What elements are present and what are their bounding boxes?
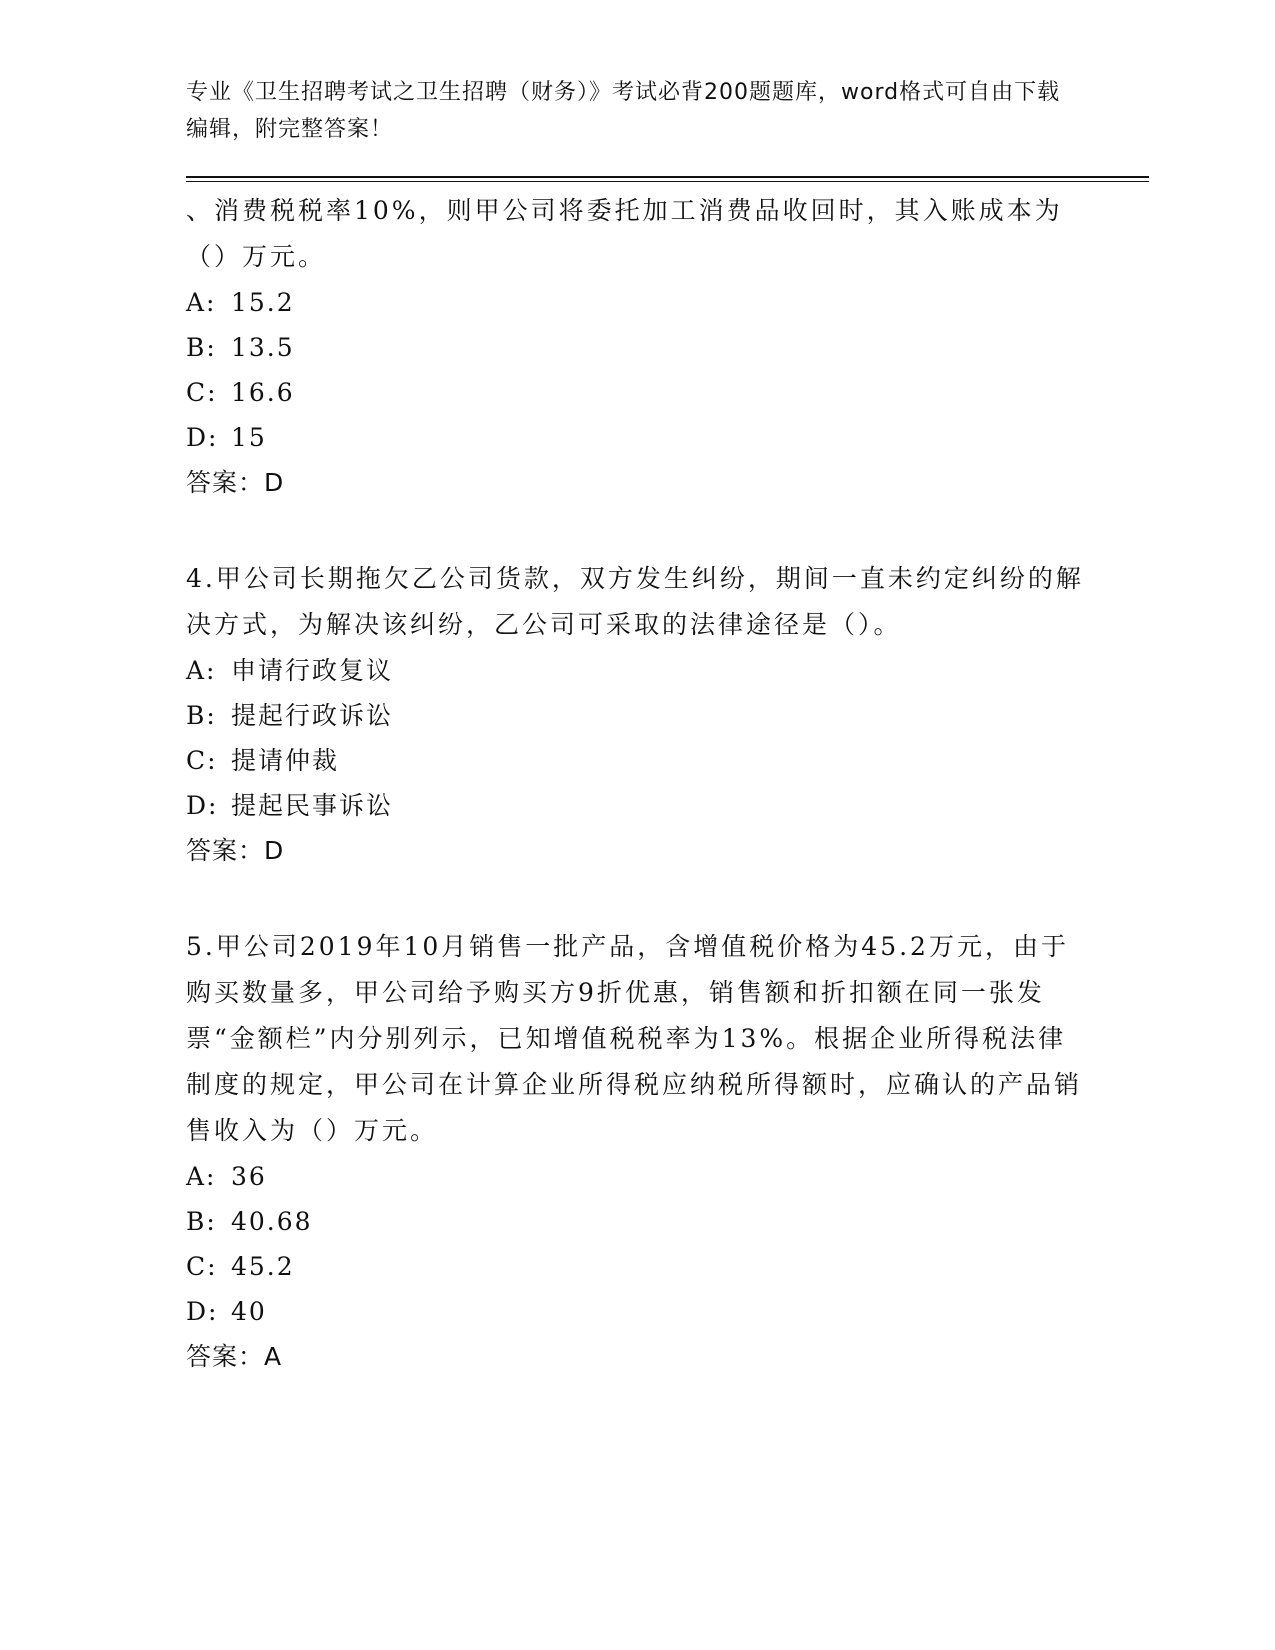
option-key: B:: [186, 1207, 217, 1236]
question-block: [186, 924, 1086, 1380]
option-value: 13.5: [231, 333, 295, 362]
option-key: D:: [186, 1297, 219, 1326]
option-a: [186, 1154, 1086, 1199]
option-key: D:: [186, 791, 219, 820]
option-key: C:: [186, 1252, 218, 1281]
option-key: A:: [186, 1162, 217, 1191]
option-value: 40: [231, 1297, 267, 1326]
answer-line: 答案：D: [186, 836, 285, 865]
option-value: 申请行政复议: [231, 656, 394, 685]
option-d: [186, 415, 1086, 460]
option-value: 36: [231, 1162, 267, 1191]
option-key: C:: [186, 746, 218, 775]
answer-line: 答案：A: [186, 1342, 283, 1371]
question-text: 、消费税税率10%，则甲公司将委托加工消费品收回时，其入账成本为（）万元。: [186, 196, 1063, 271]
answer-line: 答案：D: [186, 468, 285, 497]
option-key: A:: [186, 288, 217, 317]
question-block: [186, 556, 1086, 874]
option-c: [186, 738, 1086, 783]
header-rule-thin: [186, 181, 1149, 182]
option-c: [186, 1244, 1086, 1289]
option-d: [186, 783, 1086, 828]
option-value: 16.6: [231, 378, 295, 407]
option-value: 40.68: [231, 1207, 313, 1236]
document-header: 专业《卫生招聘考试之卫生招聘（财务）》考试必背200题题库，word格式可自由下载编辑，附完整答案！: [186, 80, 1061, 142]
option-a: [186, 648, 1086, 693]
option-value: 提请仲裁: [231, 746, 340, 775]
option-value: 提起民事诉讼: [231, 791, 394, 820]
option-key: D:: [186, 423, 219, 452]
option-b: [186, 325, 1086, 370]
question-list: [186, 188, 1086, 1430]
option-c: [186, 370, 1086, 415]
option-value: 15.2: [231, 288, 295, 317]
option-value: 45.2: [231, 1252, 295, 1281]
option-key: B:: [186, 333, 217, 362]
question-block: [186, 188, 1086, 506]
option-value: 提起行政诉讼: [231, 701, 394, 730]
option-a: [186, 280, 1086, 325]
option-b: [186, 693, 1086, 738]
question-text: 4.甲公司长期拖欠乙公司货款，双方发生纠纷，期间一直未约定纠纷的解决方式，为解决该纠纷，乙公司可采取的法律途径是（）。: [186, 564, 1084, 639]
option-b: [186, 1199, 1086, 1244]
option-value: 15: [231, 423, 267, 452]
header-rule-thick: [186, 176, 1149, 178]
question-text: 5.甲公司2019年10月销售一批产品，含增值税价格为45.2万元，由于购买数量多，甲公司给予购买方9折优惠，销售额和折扣额在同一张发票“金额栏”内分别列示，已知增值税税率为13%。根据企业所得税法律制度的规定，甲公司在计算企业所得税应纳税所得额时，应确认的产品销售收入为（）万元。: [186, 932, 1083, 1145]
option-key: C:: [186, 378, 218, 407]
option-d: [186, 1289, 1086, 1334]
option-key: B:: [186, 701, 217, 730]
option-key: A:: [186, 656, 217, 685]
